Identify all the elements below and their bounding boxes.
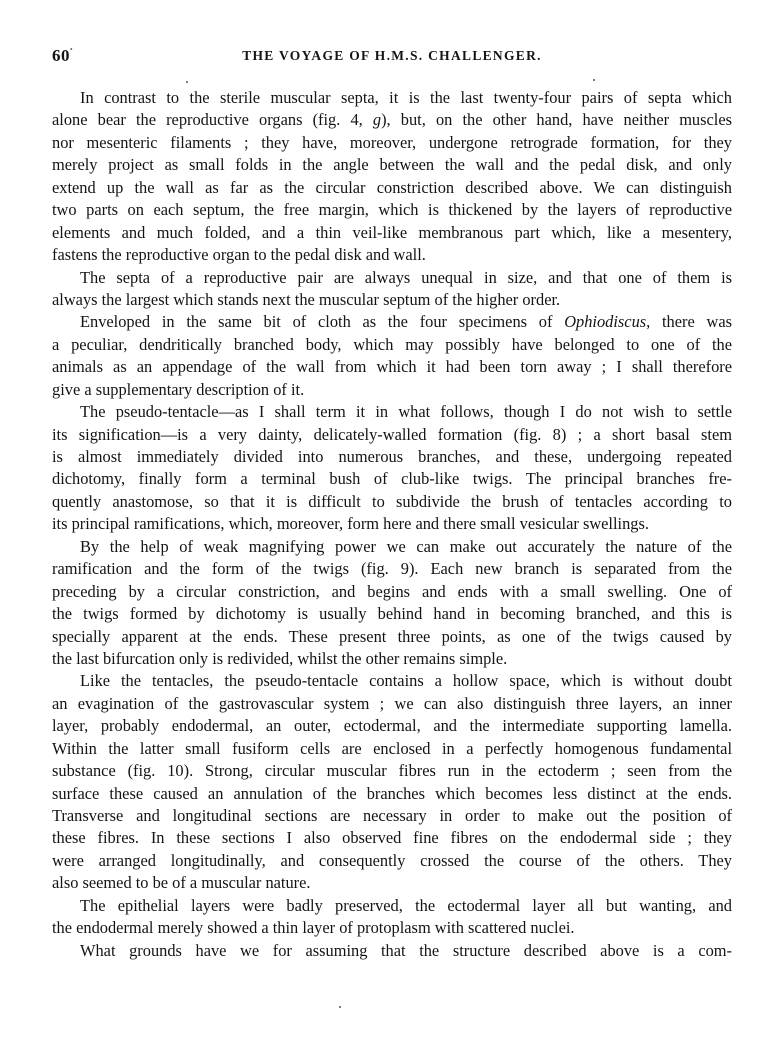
text-line: Enveloped in the same bit of cloth as the four specimens of Ophiodiscus, there was	[80, 312, 733, 332]
paragraph	[52, 87, 732, 267]
italic-term: Ophiodiscus	[564, 312, 647, 332]
text-line: quently anastomose, so that it is difficult to subdivide the brush of tentacles according to	[52, 491, 732, 511]
running-title: THE VOYAGE OF H.M.S. CHALLENGER.	[242, 48, 542, 63]
text-line: The septa of a reproductive pair are always unequal in size, and that one of them is	[80, 267, 732, 287]
text-line: were arranged longitudinally, and consequently crossed the course of the others. They	[52, 850, 732, 870]
body-text	[52, 87, 732, 962]
text-line: nor mesenteric filaments ; they have, moreover, undergone retrograde formation, for they	[52, 132, 732, 152]
text-line: ramification and the form of the twigs (fig. 9). Each new branch is separated from the	[52, 559, 732, 579]
text-line: Like the tentacles, the pseudo-tentacle contains a hollow space, which is without doubt	[80, 671, 732, 691]
text-line: The pseudo-tentacle—as I shall term it in what follows, though I do not wish to settle	[80, 402, 732, 422]
text-line: What grounds have we for assuming that the structure described above is a com-	[80, 940, 732, 960]
text-line: the endodermal merely showed a thin layer of protoplasm with scattered nuclei.	[52, 918, 575, 938]
text-line: elements and much folded, and a thin veil-like membranous part which, like a mesentery,	[52, 222, 732, 242]
text-line: By the help of weak magnifying power we can make out accurately the nature of the	[80, 536, 732, 556]
text-line: merely project as small folds in the angle between the wall and the pedal disk, and only	[52, 155, 732, 175]
text-line: its principal ramifications, which, moreover, form here and there small vesicular swellings.	[52, 514, 649, 534]
paragraph	[52, 311, 732, 401]
text-line: give a supplementary description of it.	[52, 379, 305, 399]
paragraph	[52, 940, 732, 962]
text-line: extend up the wall as far as the circular constriction described above. We can distinguish	[52, 177, 732, 197]
text-line: Within the latter small fusiform cells are enclosed in a perfectly homogenous fundamental	[52, 738, 732, 758]
scan-speck	[186, 81, 188, 83]
paragraph	[52, 267, 732, 312]
text-line: always the largest which stands next the muscular septum of the higher order.	[52, 289, 561, 309]
text-line: the last bifurcation only is redivided, whilst the other remains simple.	[52, 648, 508, 668]
text-line: alone bear the reproductive organs (fig. 4, g), but, on the other hand, have neither muscles	[52, 110, 732, 130]
text-line: In contrast to the sterile muscular septa, it is the last twenty-four pairs of septa which	[80, 88, 732, 107]
scan-speck	[339, 1006, 341, 1008]
running-head	[52, 46, 732, 68]
paragraph	[52, 895, 732, 940]
text-line: an evagination of the gastrovascular system ; we can also distinguish three layers, an inner	[52, 693, 732, 713]
paragraph	[52, 401, 732, 536]
text-line: preceding by a circular constriction, and begins and ends with a small swelling. One of	[52, 581, 732, 601]
text-line: also seemed to be of a muscular nature.	[52, 873, 311, 893]
text-line: dichotomy, finally form a terminal bush of club-like twigs. The principal branches fre-	[52, 469, 732, 489]
text-line: two parts on each septum, the free margin, which is thickened by the layers of reproductive	[52, 200, 732, 220]
text-line: animals as an appendage of the wall from which it had been torn away ; I shall therefore	[52, 357, 732, 377]
text-line: fastens the reproductive organ to the pedal disk and wall.	[52, 245, 426, 265]
text-line: The epithelial layers were badly preserved, the ectodermal layer all but wanting, and	[80, 895, 732, 915]
text-line: substance (fig. 10). Strong, circular muscular fibres run in the ectoderm ; seen from the	[52, 761, 732, 781]
text-line: its signification—is a very dainty, delicately-walled formation (fig. 8) ; a short basal stem	[52, 424, 732, 444]
text-line: these fibres. In these sections I also observed fine fibres on the endodermal side ; they	[52, 828, 732, 848]
text-line: specially apparent at the ends. These present three points, as one of the twigs caused by	[52, 626, 732, 646]
text-line: the twigs formed by dichotomy is usually behind hand in becoming branched, and this is	[52, 604, 732, 624]
text-line: is almost immediately divided into numerous branches, and these, undergoing repeated	[52, 447, 732, 466]
paragraph	[52, 536, 732, 671]
scan-speck	[593, 79, 595, 81]
text-line: a peculiar, dendritically branched body, which may possibly have belonged to one of the	[52, 334, 732, 354]
text-line: layer, probably endodermal, an outer, ectodermal, and the intermediate supporting lamella.	[52, 716, 732, 736]
paragraph	[52, 670, 732, 894]
text-line: Transverse and longitudinal sections are necessary in order to make out the position of	[52, 806, 732, 825]
page-number: 60˚	[52, 46, 74, 65]
text-line: surface these caused an annulation of the branches which becomes less distinct at the ends.	[52, 783, 732, 803]
